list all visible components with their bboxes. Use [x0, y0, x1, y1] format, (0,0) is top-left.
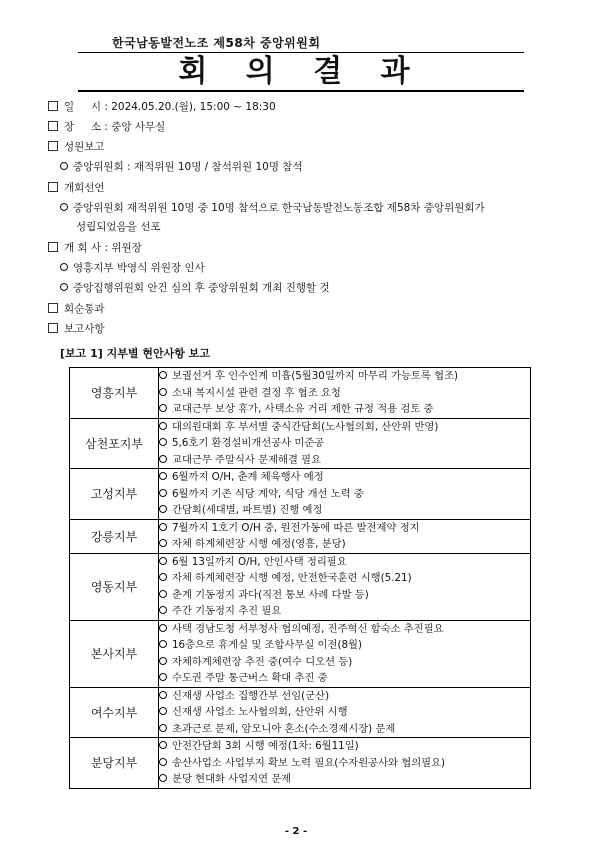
list-item — [159, 721, 530, 738]
list-item — [159, 385, 530, 402]
list-item — [159, 670, 530, 687]
date-label: 일 시 — [64, 101, 101, 113]
branch-items — [159, 738, 531, 789]
circle-bullet-icon — [159, 606, 167, 614]
item-text: 16층으로 휴게실 및 조합사무실 이전(8월) — [172, 639, 362, 651]
branch-items — [159, 519, 531, 553]
list-item — [159, 452, 530, 469]
item-text: 교대근무 주말식사 문제해결 필요 — [172, 453, 322, 466]
item-text: 신재생 사업소 노사협의회, 산안위 시행 — [172, 706, 348, 718]
circle-bullet-icon — [159, 707, 167, 715]
branch-name: 분당지부 — [70, 738, 159, 789]
circle-bullet-icon — [159, 523, 167, 531]
list-item — [159, 486, 530, 503]
list-item — [159, 771, 530, 788]
item-text: 자체 하계체련장 시행 예정(영흥, 분당) — [172, 538, 346, 550]
item-text: 분당 현대화 사업지연 문제 — [172, 773, 292, 785]
item-text: 보궐선거 후 인수인계 미흡(5월30일까지 마무리 가능토록 협조) — [172, 370, 459, 382]
opening-detail-continued: 성립되었음을 선포 — [76, 221, 161, 233]
list-item — [159, 688, 530, 705]
opening-heading — [48, 181, 105, 195]
circle-bullet-icon — [159, 455, 167, 463]
organization-name: 한국남동발전노조 제58차 중앙위원회 — [112, 36, 321, 50]
circle-bullet-icon — [159, 404, 167, 412]
circle-bullet-icon — [159, 573, 167, 581]
item-text: 송산사업소 사업부지 확보 노력 필요(수자원공사와 협의필요) — [172, 756, 446, 769]
quorum-heading-text: 성원보고 — [64, 141, 105, 153]
title-divider — [78, 90, 524, 92]
item-text: 초과근로 문제, 암모니아 혼소(수소경제시장) 문제 — [172, 722, 396, 735]
branch-name: 영흥지부 — [70, 368, 159, 419]
report-title: [보고 1] 지부별 현안사항 보고 — [60, 347, 210, 360]
circle-bullet-icon — [159, 590, 167, 598]
list-item — [159, 621, 530, 638]
branch-items — [159, 368, 531, 419]
item-text: 교대근무 보상 휴가, 사택소유 거리 제한 규정 적용 검토 중 — [172, 403, 434, 415]
greeting-heading — [48, 241, 142, 255]
list-item — [159, 419, 530, 436]
list-item — [159, 469, 530, 486]
list-item — [159, 502, 530, 519]
circle-bullet-icon — [159, 489, 167, 497]
circle-bullet-icon — [159, 422, 167, 430]
greeting-heading-text: 개 회 사 : 위원장 — [64, 242, 142, 254]
quorum-heading — [48, 140, 105, 154]
opening-heading-text: 개회선언 — [64, 182, 105, 194]
greeting-detail-1 — [60, 261, 205, 275]
circle-bullet-icon — [159, 624, 167, 632]
table-row — [70, 738, 531, 789]
table-row — [70, 687, 531, 738]
list-item — [159, 654, 530, 671]
place-label: 장 소 — [64, 121, 101, 133]
branch-items — [159, 620, 531, 687]
table-row — [70, 469, 531, 520]
branch-name: 강릉지부 — [70, 519, 159, 553]
item-text: 6월까지 O/H, 춘계 체육행사 예정 — [172, 471, 324, 483]
item-text: 안전간담회 3회 시행 예정(1차: 6월11일) — [172, 740, 359, 752]
greeting-detail-text: 영흥지부 박영식 위원장 인사 — [73, 262, 205, 274]
table-row — [70, 418, 531, 469]
place-row — [48, 120, 165, 134]
list-item — [159, 520, 530, 537]
item-text: 사택 경남도청 서부청사 협의예정, 진주혁신 합숙소 추진필요 — [172, 622, 444, 635]
report-heading-text: 보고사항 — [64, 323, 105, 335]
list-item — [159, 401, 530, 418]
branch-name: 여수지부 — [70, 687, 159, 738]
branch-items — [159, 469, 531, 520]
item-text: 춘계 기동정지 과다(직전 통보 사례 다발 등) — [172, 588, 369, 601]
list-item — [159, 435, 530, 452]
circle-bullet-icon — [60, 283, 68, 291]
circle-bullet-icon — [159, 673, 167, 681]
item-text: 자체하계체련장 추진 중(여수 디오션 등) — [172, 655, 353, 668]
item-text: 6월 13일까지 O/H, 안인사택 정리필요 — [172, 555, 347, 568]
branch-name: 영동지부 — [70, 553, 159, 620]
circle-bullet-icon — [60, 162, 68, 170]
item-text: 주간 기동정지 추진 필요 — [172, 605, 282, 617]
opening-detail — [60, 201, 485, 215]
report-heading — [48, 322, 105, 336]
branch-name: 고성지부 — [70, 469, 159, 520]
table-row — [70, 620, 531, 687]
circle-bullet-icon — [159, 691, 167, 699]
list-item — [159, 570, 530, 587]
checkbox-square-icon — [48, 303, 58, 313]
circle-bullet-icon — [159, 758, 167, 766]
list-item — [159, 536, 530, 553]
circle-bullet-icon — [159, 505, 167, 513]
date-value: : 2024.05.20.(월), 15:00 ~ 18:30 — [104, 101, 276, 113]
document-title: 회 의 결 과 — [178, 54, 424, 89]
page-number: - 2 - — [284, 826, 308, 837]
list-item — [159, 587, 530, 604]
branch-items — [159, 687, 531, 738]
place-value: : 중앙 사무실 — [104, 121, 166, 133]
checkbox-square-icon — [48, 101, 58, 111]
circle-bullet-icon — [60, 263, 68, 271]
circle-bullet-icon — [159, 539, 167, 547]
checkbox-square-icon — [48, 182, 58, 192]
list-item — [159, 755, 530, 772]
branch-name: 삼천포지부 — [70, 418, 159, 469]
list-item — [159, 738, 530, 755]
checkbox-square-icon — [48, 121, 58, 131]
circle-bullet-icon — [159, 438, 167, 446]
list-item — [159, 554, 530, 571]
branch-items — [159, 553, 531, 620]
circle-bullet-icon — [159, 774, 167, 782]
checkbox-square-icon — [48, 242, 58, 252]
circle-bullet-icon — [159, 657, 167, 665]
circle-bullet-icon — [159, 640, 167, 648]
circle-bullet-icon — [159, 371, 167, 379]
opening-detail-text: 중앙위원회 재적위원 10명 중 10명 참석으로 한국남동발전노동조합 제58차 중앙위원회가 — [73, 202, 485, 214]
branch-name: 본사지부 — [70, 620, 159, 687]
table-row — [70, 553, 531, 620]
branch-issues-table — [69, 367, 531, 789]
minutes-heading — [48, 302, 105, 316]
circle-bullet-icon — [159, 557, 167, 565]
checkbox-square-icon — [48, 323, 58, 333]
header-divider — [78, 52, 524, 53]
branch-items — [159, 418, 531, 469]
item-text: 5,6호기 환경설비개선공사 미준공 — [172, 437, 325, 449]
item-text: 간담회(세대별, 파트별) 진행 예정 — [172, 504, 323, 516]
circle-bullet-icon — [159, 388, 167, 396]
item-text: 신재생 사업소 집행간부 선임(군산) — [172, 689, 330, 702]
date-row — [48, 100, 276, 114]
item-text: 7월까지 1호기 O/H 중, 원전가동에 따른 발전제약 정지 — [172, 521, 420, 534]
table-row — [70, 368, 531, 419]
checkbox-square-icon — [48, 141, 58, 151]
circle-bullet-icon — [159, 472, 167, 480]
item-text: 자체 하계체련장 시행 예정, 안전한국훈련 시행(5.21) — [172, 572, 412, 584]
circle-bullet-icon — [159, 724, 167, 732]
greeting-detail-2 — [60, 281, 330, 295]
item-text: 소내 복지시설 관련 결정 후 협조 요청 — [172, 386, 341, 399]
list-item — [159, 368, 530, 385]
minutes-heading-text: 회순통과 — [64, 303, 105, 315]
list-item — [159, 704, 530, 721]
item-text: 대의원대회 후 부서별 중식간담회(노사협의회, 산안위 반영) — [172, 420, 439, 433]
table-row — [70, 519, 531, 553]
quorum-detail-text: 중앙위원회 : 재적위원 10명 / 참석위원 10명 참석 — [73, 161, 303, 173]
circle-bullet-icon — [159, 741, 167, 749]
item-text: 6월까지 기존 식당 계약, 식당 개선 노력 중 — [172, 487, 364, 500]
item-text: 수도권 주말 통근버스 확대 추진 중 — [172, 672, 328, 684]
greeting-detail-text: 중앙집행위원회 안건 심의 후 중앙위원회 개최 진행할 것 — [73, 282, 330, 294]
circle-bullet-icon — [60, 203, 68, 211]
quorum-detail — [60, 160, 303, 174]
list-item — [159, 637, 530, 654]
list-item — [159, 603, 530, 620]
